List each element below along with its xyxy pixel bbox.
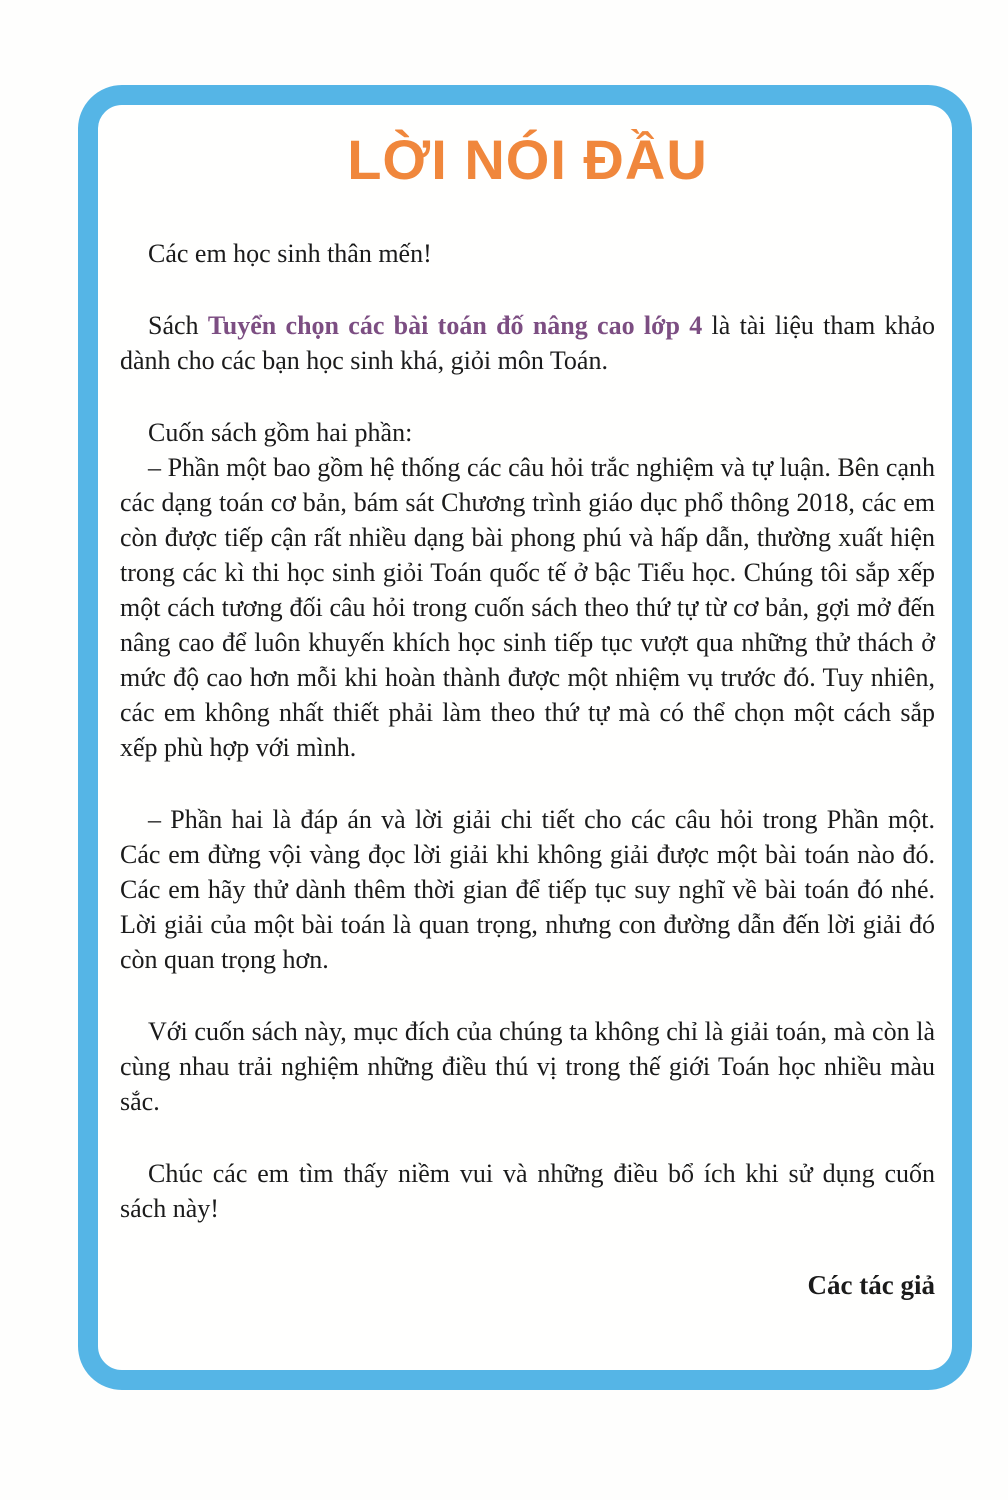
structure-heading: Cuốn sách gồm hai phần: [148, 418, 413, 447]
page-title: LỜI NÓI ĐẦU [347, 128, 708, 191]
intro-paragraph [120, 308, 935, 378]
book-title: Tuyển chọn các bài toán đố nâng cao lớp 4 [207, 311, 703, 340]
authors-signature: Các tác giả [807, 1270, 935, 1300]
intro-suffix: là tài liệu tham khảo dành cho các bạn học sinh khá, giỏi môn Toán. [120, 311, 936, 375]
preface-content [120, 105, 935, 1303]
purpose-paragraph: Với cuốn sách này, mục đích của chúng ta không chỉ là giải toán, mà còn là cùng nhau trải nghiệm những điều thú vị trong thế giới Toán học nhiều màu sắc. [120, 1017, 935, 1116]
part-two-paragraph: – Phần hai là đáp án và lời giải chi tiết cho các câu hỏi trong Phần một. Các em đừng vội vàng đọc lời giải khi không giải được một bài toán nào đó. Các em hãy thử dành thêm thời gian để tiếp tục suy nghĩ về bài toán đó nhé. Lời giải của một bài toán là quan trọng, nhưng con đường dẫn đến lời giải đó còn quan trọng hơn. [120, 805, 935, 974]
part-one-paragraph: – Phần một bao gồm hệ thống các câu hỏi trắc nghiệm và tự luận. Bên cạnh các dạng toán cơ bản, bám sát Chương trình giáo dục phổ thông 2018, các em còn được tiếp cận rất nhiều dạng bài phong phú và hấp dẫn, thường xuất hiện trong các kì thi học sinh giỏi Toán quốc tế ở bậc Tiểu học. Chúng tôi sắp xếp một cách tương đối câu hỏi trong cuốn sách theo thứ tự từ cơ bản, gợi mở đến nâng cao để luôn khuyến khích học sinh tiếp tục vượt qua những thử thách ở mức độ cao hơn mỗi khi hoàn thành được một nhiệm vụ trước đó. Tuy nhiên, các em không nhất thiết phải làm theo thứ tự mà có thể chọn một cách sắp xếp phù hợp với mình. [120, 453, 935, 762]
page-border-frame [78, 85, 972, 1390]
greeting-line: Các em học sinh thân mến! [148, 239, 432, 268]
wish-paragraph: Chúc các em tìm thấy niềm vui và những điều bổ ích khi sử dụng cuốn sách này! [120, 1159, 935, 1223]
intro-prefix: Sách [148, 311, 208, 340]
